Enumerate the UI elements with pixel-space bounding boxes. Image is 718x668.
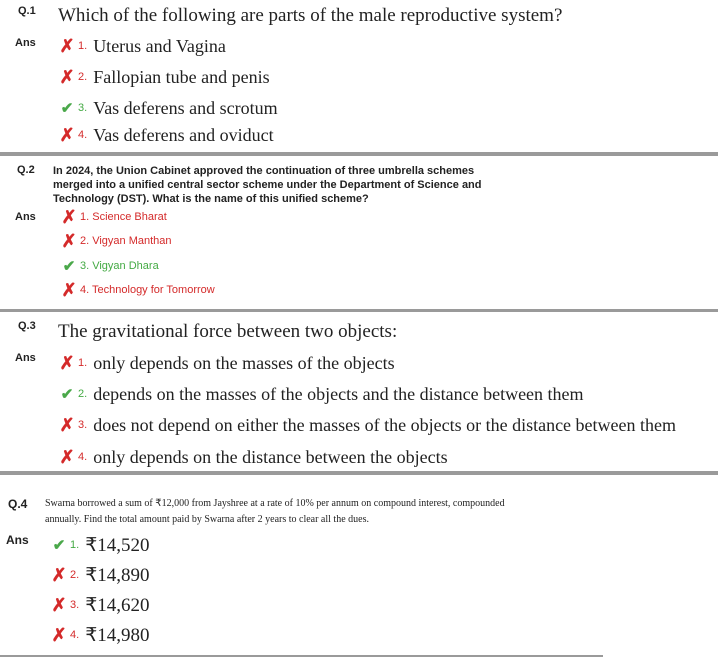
option-text: Vas deferens and oviduct (93, 124, 274, 145)
question-2-label: Q.2 (17, 164, 35, 176)
option-number: 4. (78, 129, 88, 141)
divider (0, 471, 718, 475)
option-number: 2. (78, 71, 88, 83)
cross-icon: ✗ (61, 206, 77, 227)
question-2-text (53, 164, 482, 206)
ans-label: Ans (15, 37, 36, 49)
option-number: 3. (78, 419, 88, 431)
cross-icon: ✗ (51, 564, 67, 585)
option-2 (50, 563, 150, 587)
question-4-text (45, 496, 505, 528)
option-text: 1. Science Bharat (80, 211, 167, 223)
ans-label: Ans (15, 211, 36, 223)
cross-icon: ✗ (59, 446, 75, 467)
option-text: only depends on the masses of the objects (93, 352, 395, 373)
option-3 (58, 96, 278, 120)
cross-icon: ✗ (61, 279, 77, 300)
option-2 (60, 229, 172, 253)
option-4 (50, 623, 150, 647)
question-2-line: Technology (DST). What is the name of this unified scheme? (53, 193, 369, 205)
option-text: Uterus and Vagina (93, 35, 226, 56)
option-text: ₹14,980 (85, 624, 150, 646)
cross-icon: ✗ (61, 230, 77, 251)
option-4 (58, 123, 274, 147)
cross-icon: ✗ (59, 414, 75, 435)
check-icon: ✔ (60, 100, 74, 117)
option-3 (50, 593, 150, 617)
divider (0, 152, 718, 156)
option-number: 2. (78, 388, 88, 400)
option-number: 4. (78, 451, 88, 463)
cross-icon: ✗ (59, 352, 75, 373)
option-1 (58, 34, 226, 58)
option-text: does not depend on either the masses of the objects or the distance between them (93, 414, 677, 435)
question-4-line: annually. Find the total amount paid by Swarna after 2 years to clear all the dues. (45, 514, 369, 525)
check-icon: ✔ (52, 537, 66, 554)
option-number: 2. (70, 569, 80, 581)
option-text: only depends on the distance between the objects (93, 446, 448, 467)
option-3 (60, 254, 159, 278)
option-1 (60, 205, 167, 229)
cross-icon: ✗ (59, 35, 75, 56)
option-number: 3. (70, 599, 80, 611)
option-text: ₹14,620 (85, 594, 150, 616)
option-1 (58, 351, 395, 375)
check-icon: ✔ (62, 258, 76, 275)
option-number: 1. (70, 539, 80, 551)
question-2-line: In 2024, the Union Cabinet approved the continuation of three umbrella schemes (53, 165, 475, 177)
check-icon: ✔ (60, 386, 74, 403)
option-text: 4. Technology for Tomorrow (80, 284, 215, 296)
question-1-text: Which of the following are parts of the male reproductive system? (58, 5, 563, 26)
divider (0, 309, 718, 312)
question-1-label: Q.1 (18, 5, 36, 17)
question-4-label: Q.4 (8, 497, 28, 511)
option-text: depends on the masses of the objects and the distance between them (93, 383, 584, 404)
option-text: ₹14,890 (85, 564, 150, 586)
option-text: Fallopian tube and penis (93, 66, 270, 87)
option-number: 4. (70, 629, 80, 641)
cross-icon: ✗ (59, 66, 75, 87)
ans-label: Ans (6, 533, 29, 547)
option-number: 1. (78, 357, 88, 369)
question-3-label: Q.3 (18, 320, 36, 332)
option-text: 3. Vigyan Dhara (80, 260, 159, 272)
option-4 (60, 278, 215, 302)
question-2-line: merged into a unified central sector scheme under the Department of Science and (53, 179, 482, 191)
option-2 (58, 65, 270, 89)
option-2 (58, 382, 584, 406)
cross-icon: ✗ (59, 124, 75, 145)
question-3-text: The gravitational force between two objects: (58, 321, 398, 342)
option-4 (58, 445, 448, 469)
option-number: 1. (78, 40, 88, 52)
cross-icon: ✗ (51, 624, 67, 645)
option-number: 3. (78, 102, 88, 114)
question-4-line: Swarna borrowed a sum of ₹12,000 from Jayshree at a rate of 10% per annum on compound interest, compounded (45, 498, 505, 509)
ans-label: Ans (15, 352, 36, 364)
divider (0, 655, 603, 657)
option-1 (50, 533, 150, 557)
option-text: Vas deferens and scrotum (93, 97, 278, 118)
option-text: ₹14,520 (85, 534, 150, 556)
option-3 (58, 413, 676, 437)
cross-icon: ✗ (51, 594, 67, 615)
option-text: 2. Vigyan Manthan (80, 235, 172, 247)
